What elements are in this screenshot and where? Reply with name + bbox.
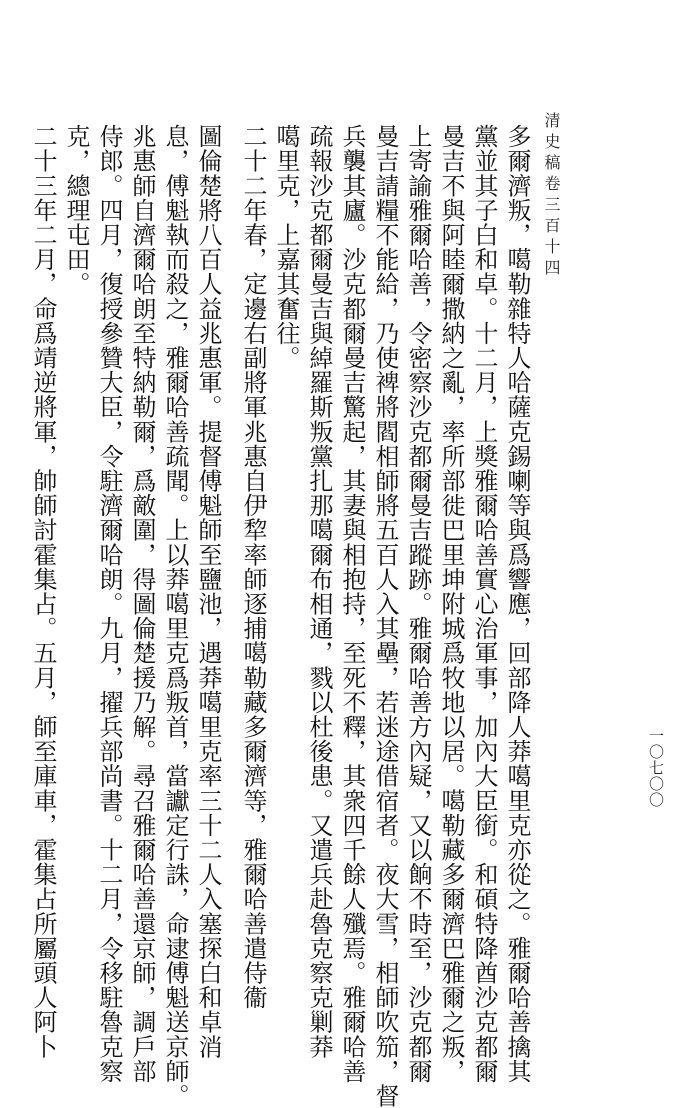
- text-column: 黨並其子白和卓。十二月，上獎雅爾哈善實心治軍事，加內大臣銜。和碩特降酋沙克都爾: [470, 124, 498, 1084]
- text-column: 兆惠師自濟爾哈朗至特納勒爾，爲敵圍，得圖倫楚援乃解。尋召雅爾哈善還京師，調戶部: [128, 124, 156, 1084]
- text-column: 兵襲其廬。沙克都爾曼吉驚起，其妻與相抱持，至死不釋，其衆四千餘人殲焉。雅爾哈善: [338, 124, 366, 1084]
- text-column: 息，傅魁執而殺之，雅爾哈善疏聞。上以莽噶里克爲叛首，當讞定行誅，命逮傅魁送京師。: [161, 124, 189, 1108]
- text-column: 克，總理屯田。: [62, 124, 90, 297]
- page-number: 一〇七〇〇: [647, 728, 665, 808]
- text-column: 曼吉不與阿睦爾撒納之亂，率所部徙巴里坤附城爲牧地以居。噶勒藏多爾濟巴雅爾之叛，: [437, 124, 465, 1084]
- text-column: 二十二年春，定邊右副將軍兆惠自伊犂率師逐捕噶勒藏多爾濟等，雅爾哈善遣侍衞: [239, 124, 267, 1010]
- body-text: [14, 124, 533, 1108]
- text-column: 侍郎。四月，復授參贊大臣，令駐濟爾哈朗。九月，擢兵部尚書。十二月，令移駐魯克察: [95, 124, 123, 1084]
- text-column: 疏報沙克都爾曼吉與綽羅斯叛黨扎那噶爾布相通，戮以杜後患。又遣兵赴魯克察克剿莽: [305, 124, 333, 1059]
- text-column: 二十三年二月，命爲靖逆將軍，帥師討霍集占。五月，師至庫車，霍集占所屬頭人阿卜: [29, 124, 57, 1059]
- text-column: 噶里克，上嘉其奮往。: [272, 124, 300, 370]
- text-column: 上寄諭雅爾哈善，令密察沙克都爾曼吉蹤跡。雅爾哈善方內疑，又以餉不時至，沙克都爾: [404, 124, 432, 1084]
- text-column: 曼吉請糧不能給，乃使裨將閻相師將五百人入其壘，若迷途借宿者。夜大雪，相師吹笳，督: [371, 124, 399, 1108]
- text-column: 多爾濟叛，噶勒雜特人哈薩克錫喇等與爲響應，回部降人莽噶里克亦從之。雅爾哈善擒其: [503, 124, 531, 1084]
- text-column: 圖倫楚將八百人益兆惠軍。提督傅魁師至鹽池，遇莽噶里克率三十二人入塞探白和卓消: [194, 124, 222, 1059]
- running-title: 清史稿卷三百十四: [542, 112, 561, 280]
